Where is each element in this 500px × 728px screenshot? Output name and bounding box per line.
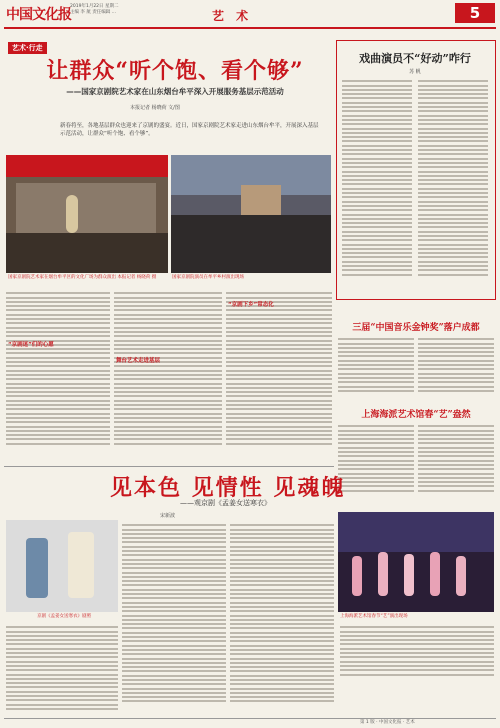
photo-backdrop bbox=[16, 183, 156, 233]
masthead-meta-line: 2019年1月22日 星期二 bbox=[70, 4, 119, 9]
feature-photo bbox=[6, 520, 118, 612]
photo-crowd bbox=[171, 215, 331, 273]
feature-photo-actor-1 bbox=[26, 538, 48, 598]
brief-1-column-2 bbox=[418, 336, 494, 398]
photo-stage-left bbox=[6, 155, 168, 273]
feature-column-1 bbox=[6, 624, 118, 720]
main-byline: 本报记者 杨晓荷 文/图 bbox=[130, 105, 180, 111]
feature-photo-caption: 京剧《孟姜女送寒衣》剧照 bbox=[37, 614, 91, 619]
main-column-1 bbox=[6, 290, 110, 460]
brief-2-column-1 bbox=[338, 423, 414, 503]
main-subhead: ——国家京剧院艺术家在山东烟台牟平深入开展服务基层示范活动 bbox=[66, 87, 284, 96]
subtitle-2: 舞台艺术走进基层 bbox=[116, 358, 161, 364]
subtitle-3: “京剧下乡”常态化 bbox=[228, 302, 274, 308]
masthead-rule bbox=[4, 27, 496, 29]
right-photo-dancer-4 bbox=[430, 552, 440, 596]
feature-rule bbox=[4, 466, 334, 467]
brief-2-title: 上海海派艺术馆春“艺”盎然 bbox=[361, 410, 471, 420]
main-headline: 让群众“听个饱、看个够” bbox=[46, 58, 304, 84]
feature-title: 见本色 见情性 见魂魄 bbox=[110, 475, 346, 501]
footer-rule bbox=[4, 718, 496, 719]
right-photo-dancer-5 bbox=[456, 556, 466, 596]
page-number: 5 bbox=[455, 3, 495, 23]
right-photo-dancer-2 bbox=[378, 552, 388, 596]
feature-author: 宋新波 bbox=[160, 513, 176, 519]
photo-performer bbox=[66, 195, 78, 233]
right-photo-backdrop bbox=[338, 512, 494, 552]
right-caption-text bbox=[340, 624, 494, 704]
right-photo-dancer-3 bbox=[404, 554, 414, 596]
feature-column-2 bbox=[122, 522, 226, 720]
masthead-meta bbox=[70, 4, 190, 16]
subtitle-1: “京剧迷”们的心愿 bbox=[8, 342, 54, 348]
feature-photo-actor-2 bbox=[68, 532, 94, 598]
masthead-meta-line: 主编 李 航 责任编辑 ... bbox=[70, 10, 117, 15]
photo-banner bbox=[6, 155, 168, 177]
main-column-3 bbox=[226, 290, 332, 460]
photo-stage-right bbox=[171, 155, 331, 273]
right-photo-caption: 上海海派艺术馆春节“艺”演出现场 bbox=[340, 614, 408, 619]
photo-audience bbox=[6, 233, 168, 273]
main-lead: 新春将至，各地基层群众也迎来了京剧的盛宴。近日，国家京剧院艺术家走进山东烟台牟平，开展深入基层示范活动，让群众“听个饱、看个够”。 bbox=[60, 123, 319, 137]
sidebar-column-1 bbox=[342, 78, 412, 292]
feature-subtitle: ——观京剧《孟姜女送寒衣》 bbox=[180, 499, 271, 507]
footer-text: 第 1 版 · 中国文化报 · 艺术 bbox=[360, 720, 415, 725]
right-photo-dancer-1 bbox=[352, 556, 362, 596]
photo-camera-man bbox=[241, 185, 281, 215]
right-photo bbox=[338, 512, 494, 612]
section-title: 艺 术 bbox=[212, 9, 253, 23]
sidebar-column-2 bbox=[418, 78, 488, 292]
main-column-2 bbox=[114, 290, 222, 460]
masthead-logo: 中国文化报 bbox=[6, 7, 71, 23]
feature-column-3 bbox=[230, 522, 334, 720]
photo-caption-right: 国家京剧院演员在牟平乡村演出现场 bbox=[172, 275, 244, 280]
sidebar-title: 戏曲演员不“好动”咋行 bbox=[359, 52, 471, 65]
photo-caption-left: 国家京剧院艺术家在烟台牟平区的文化广场为群众演出 本报记者 杨晓荷 摄 bbox=[8, 275, 157, 280]
brief-1-title: 三届“中国音乐金钟奖”落户成都 bbox=[352, 323, 480, 333]
brief-2-column-2 bbox=[418, 423, 494, 503]
column-tag: 艺术·行走 bbox=[8, 42, 47, 54]
sidebar-author: 苏 帆 bbox=[409, 69, 421, 75]
brief-1-column-1 bbox=[338, 336, 414, 398]
